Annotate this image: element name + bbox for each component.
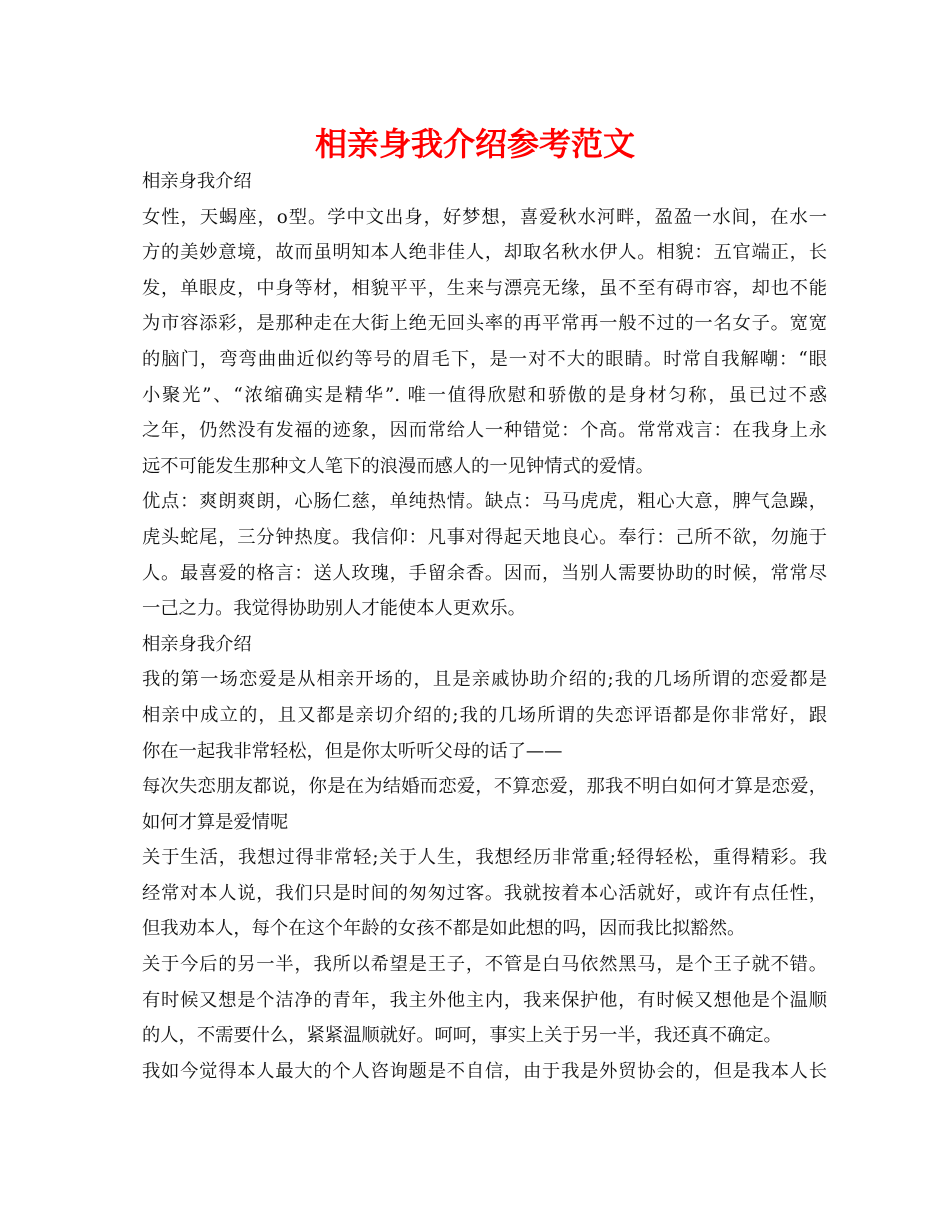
text-line: 人。最喜爱的格言：送人玫瑰，手留余香。因而，当别人需要协助的时候，常常尽: [142, 562, 827, 584]
document-title: 相亲身我介绍参考范文: [314, 125, 635, 163]
text-line: 你在一起我非常轻松，但是你太听听父母的话了——: [142, 740, 563, 762]
document-body: [142, 164, 827, 1089]
text-line: 为市容添彩，是那种走在大街上绝无回头率的再平常再一般不过的一名女子。宽宽: [142, 313, 827, 335]
text-line: 但我劝本人，每个在这个年龄的女孩不都是如此想的吗，因而我比拟豁然。: [142, 918, 746, 940]
text-line: 方的美妙意境，故而虽明知本人绝非佳人，却取名秋水伊人。相貌：五官端正，长: [142, 242, 827, 264]
text-line: 之年，仍然没有发福的迹象，因而常给人一种错觉：个高。常常戏言：在我身上永: [142, 420, 827, 442]
text-line: 关于生活，我想过得非常轻;关于人生，我想经历非常重;轻得轻松，重得精彩。我: [142, 847, 827, 869]
text-line: 相亲身我介绍: [142, 171, 252, 192]
text-line: 我的第一场恋爱是从相亲开场的，且是亲戚协助介绍的;我的几场所谓的恋爱都是: [142, 669, 827, 691]
text-line: 一己之力。我觉得协助别人才能使本人更欢乐。: [142, 598, 526, 620]
text-line: 每次失恋朋友都说，你是在为结婚而恋爱，不算恋爱，那我不明白如何才算是恋爱，: [142, 776, 827, 798]
text-line: 相亲中成立的，且又都是亲切介绍的;我的几场所谓的失恋评语都是你非常好，跟: [142, 704, 827, 726]
text-line: 有时候又想是个洁净的青年，我主外他主内，我来保护他，有时候又想他是个温顺: [142, 989, 827, 1011]
text-line: 我如今觉得本人最大的个人咨询题是不自信，由于我是外贸协会的，但是我本人长: [142, 1060, 827, 1082]
text-line: 的脑门，弯弯曲曲近似约等号的眉毛下，是一对不大的眼睛。时常自我解嘲：“眼: [142, 348, 827, 370]
text-line: 相亲身我介绍: [142, 633, 252, 655]
text-line: 的人，不需要什么，紧紧温顺就好。呵呵，事实上关于另一半，我还真不确定。: [142, 1025, 782, 1047]
text-line: 如何才算是爱情呢: [142, 811, 289, 833]
text-line: 优点：爽朗爽朗，心肠仁慈，单纯热情。缺点：马马虎虎，粗心大意，脾气急躁，: [142, 491, 827, 513]
text-line: 关于今后的另一半，我所以希望是王子，不管是白马依然黑马，是个王子就不错。: [142, 954, 827, 976]
text-line: 虎头蛇尾，三分钟热度。我信仰：凡事对得起天地良心。奉行：己所不欲，勿施于: [142, 526, 827, 548]
text-line: 远不可能发生那种文人笔下的浪漫而感人的一见钟情式的爱情。: [142, 455, 654, 477]
text-line: 发，单眼皮，中身等材，相貌平平，生来与漂亮无缘，虽不至有碍市容，却也不能: [142, 277, 827, 299]
text-line: 小聚光”、“浓缩确实是精华”. 唯一值得欣慰和骄傲的是身材匀称，虽已过不惑: [142, 384, 827, 406]
text-line: 经常对本人说，我们只是时间的匆匆过客。我就按着本心活就好，或许有点任性，: [142, 882, 827, 904]
text-line: 女性，天蝎座，o型。学中文出身，好梦想，喜爱秋水河畔，盈盈一水间，在水一: [142, 206, 827, 228]
